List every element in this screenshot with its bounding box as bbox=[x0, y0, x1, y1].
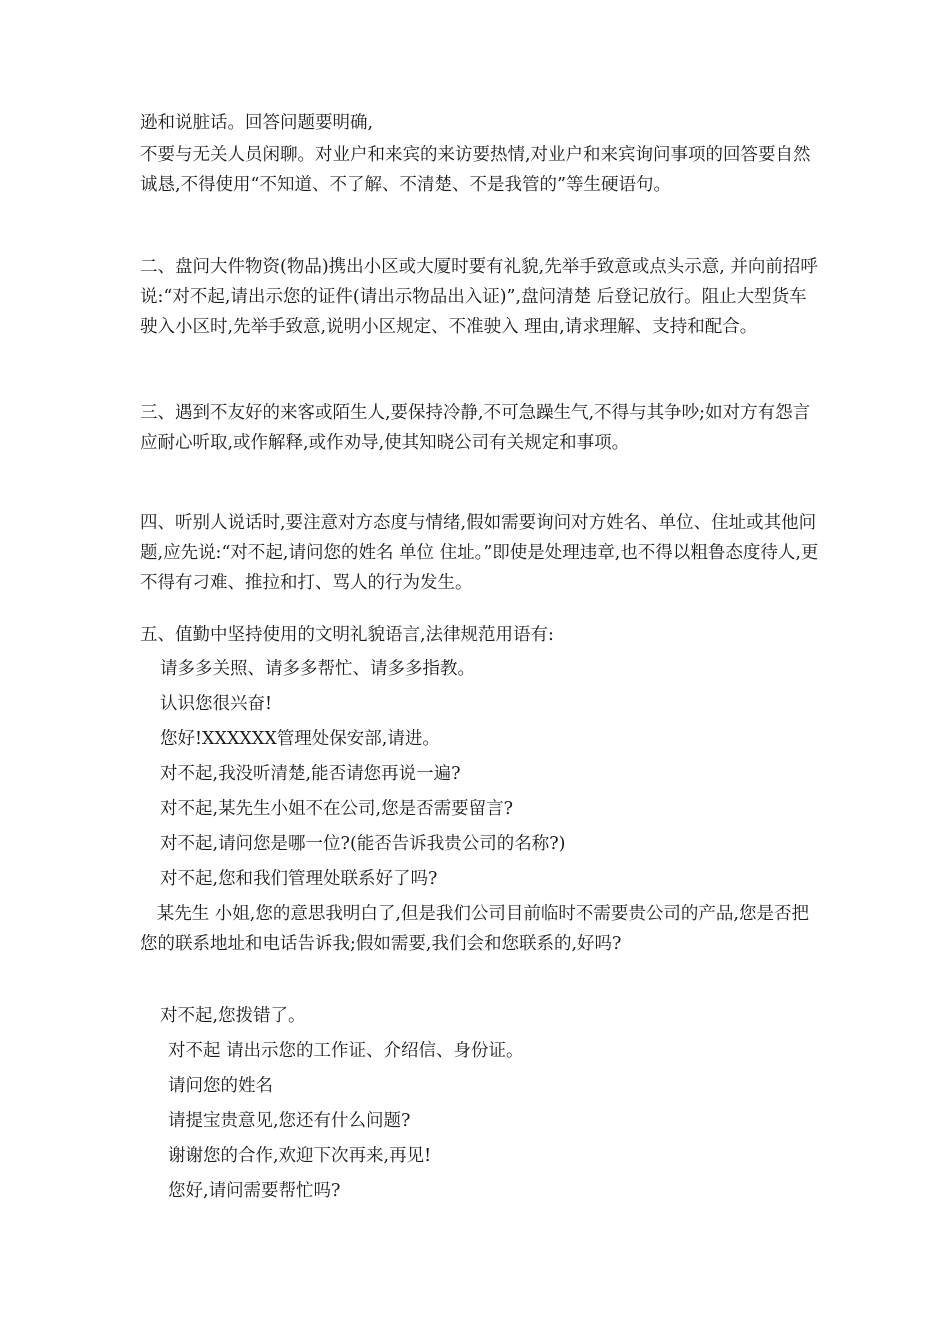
phrase-item: 请提宝贵意见,您还有什么问题? bbox=[168, 1111, 411, 1131]
phrase-item: 请问您的姓名 bbox=[168, 1076, 273, 1096]
phrase-item: 对不起,我没听清楚,能否请您再说一遍? bbox=[160, 764, 461, 784]
phrase-long-paragraph: 某先生 小姐,您的意思我明白了,但是我们公司目前临时不需要贵公司的产品,您是否把您的联系地址和电话告诉我;假如需要,我们会和您联系的,好吗? bbox=[140, 904, 809, 954]
section-5-heading: 五、值勤中坚持使用的文明礼貌语言,法律规范用语有: bbox=[140, 625, 554, 645]
section-4-paragraph: 四、听别人说话时,要注意对方态度与情绪,假如需要询问对方姓名、单位、住址或其他问题,应先说:“对不起,请问您的姓名 单位 住址。”即使是处理违章,也不得以粗鲁态度待人,更不得有刁难、推拉和打、骂人的行为发生。 bbox=[140, 513, 819, 593]
phrase-item: 认识您很兴奋! bbox=[160, 694, 273, 714]
phrase-item: 对不起,某先生小姐不在公司,您是否需要留言? bbox=[160, 799, 514, 819]
phrase-item: 对不起,请问您是哪一位?(能否告诉我贵公司的名称?) bbox=[160, 834, 566, 854]
phrase-item: 您好!XXXXXX管理处保安部,请进。 bbox=[160, 729, 440, 749]
section-2-paragraph: 二、盘问大件物资(物品)携出小区或大厦时要有礼貌,先举手致意或点头示意, 并向前招呼说:“对不起,请出示您的证件(请出示物品出入证)”,盘问清楚 后登记放行。阻止大型货车驶入小区时,先举手致意,说明小区规定、不准驶入 理由,请求理解、支持和配合。 bbox=[140, 257, 818, 337]
phrase-item: 谢谢您的合作,欢迎下次再来,再见! bbox=[168, 1146, 432, 1166]
intro-paragraph: 不要与无关人员闲聊。对业户和来宾的来访要热情,对业户和来宾询问事项的回答要自然诚恳,不得使用“不知道、不了解、不清楚、不是我管的”等生硬语句。 bbox=[140, 145, 811, 195]
phrase-item: 对不起 请出示您的工作证、介绍信、身份证。 bbox=[168, 1041, 524, 1061]
phrase-item: 您好,请问需要帮忙吗? bbox=[168, 1181, 341, 1201]
section-3-paragraph: 三、遇到不友好的来客或陌生人,要保持冷静,不可急躁生气,不得与其争吵;如对方有怨言应耐心听取,或作解释,或作劝导,使其知晓公司有关规定和事项。 bbox=[140, 403, 811, 453]
phrase-item: 请多多关照、请多多帮忙、请多多指教。 bbox=[160, 659, 475, 679]
phrase-item: 对不起,您和我们管理处联系好了吗? bbox=[160, 869, 438, 889]
phrase-item: 对不起,您拨错了。 bbox=[160, 1006, 306, 1026]
intro-line-1: 逊和说脏话。回答问题要明确, bbox=[140, 113, 374, 133]
